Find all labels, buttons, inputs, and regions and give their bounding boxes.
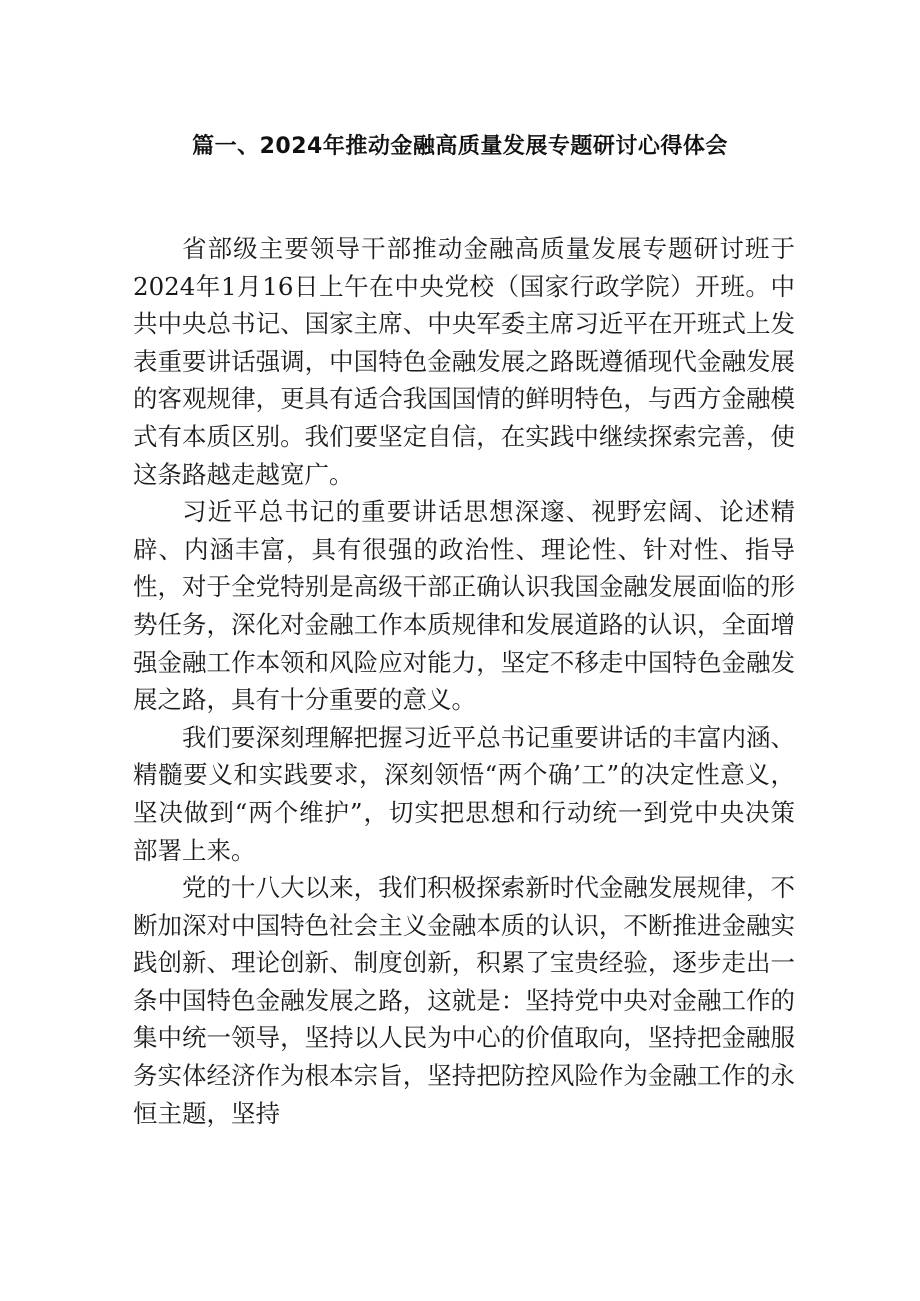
document-body (133, 230, 795, 1132)
paragraph-4: 党的十八大以来，我们积极探索新时代金融发展规律，不断加深对中国特色社会主义金融本质的认识，不断推进金融实践创新、理论创新、制度创新，积累了宝贵经验，逐步走出一条中国特色金融发展之路，这就是：坚持党中央对金融工作的集中统一领导，坚持以人民为中心的价值取向，坚持把金融服务实体经济作为根本宗旨，坚持把防控风险作为金融工作的永恒主题，坚持 (133, 873, 795, 1128)
document-title: 篇一、2024年推动金融高质量发展专题研讨心得体会 (192, 134, 728, 159)
paragraph-1: 省部级主要领导干部推动金融高质量发展专题研讨班于2024年1月16日上午在中央党校（国家行政学院）开班。中共中央总书记、国家主席、中央军委主席习近平在开班式上发表重要讲话强调，中国特色金融发展之路既遵循现代金融发展的客观规律，更具有适合我国国情的鲜明特色，与西方金融模式有本质区别。我们要坚定自信，在实践中继续探索完善，使这条路越走越宽广。 (133, 234, 795, 489)
paragraph-3: 我们要深刻理解把握习近平总书记重要讲话的丰富内涵、精髓要义和实践要求，深刻领悟“两个确’工”的决定性意义，坚决做到“两个维护”，切实把思想和行动统一到党中央决策部署上来。 (133, 722, 795, 865)
paragraph-2: 习近平总书记的重要讲话思想深邃、视野宏阔、论述精辟、内涵丰富，具有很强的政治性、理论性、针对性、指导性，对于全党特别是高级干部正确认识我国金融发展面临的形势任务，深化对金融工作本质规律和发展道路的认识，全面增强金融工作本领和风险应对能力，坚定不移走中国特色金融发展之路，具有十分重要的意义。 (133, 497, 795, 715)
